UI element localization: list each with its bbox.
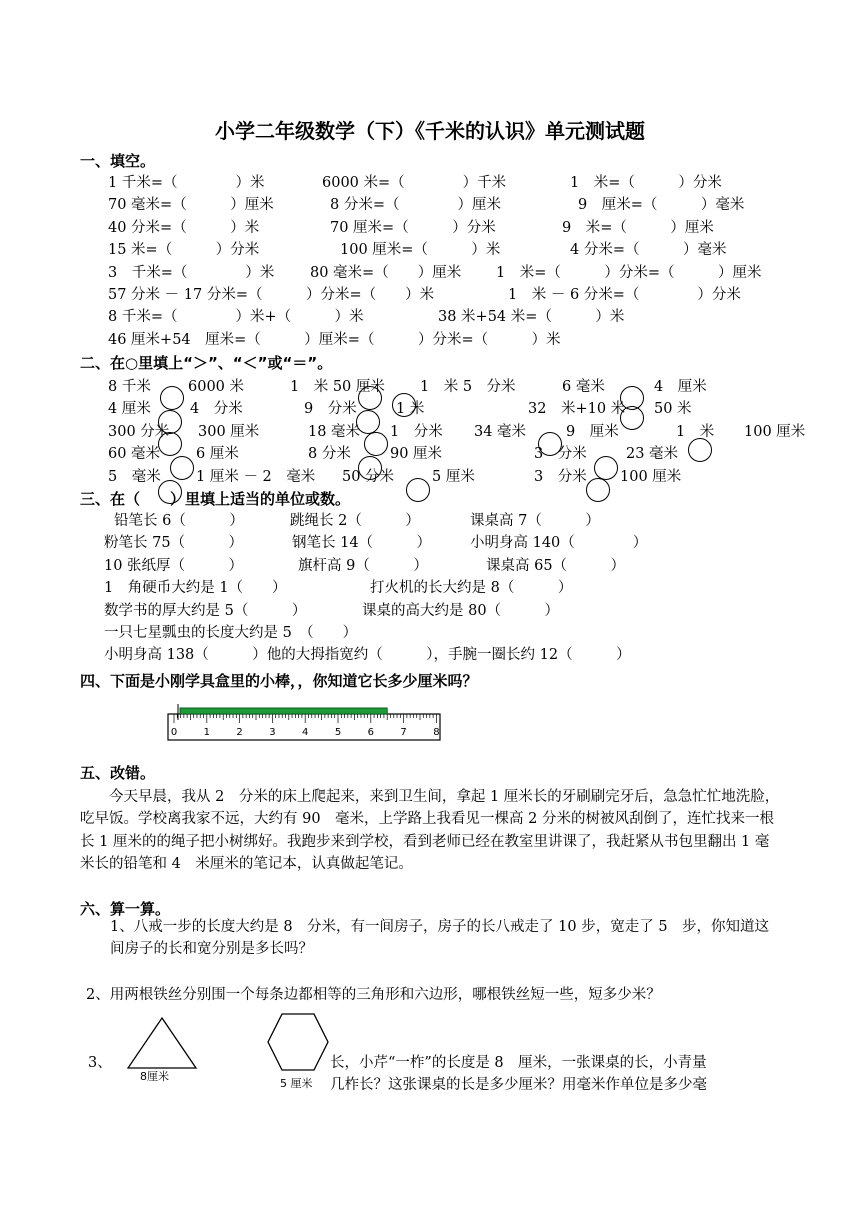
- compare-circle[interactable]: [538, 432, 562, 456]
- green-stick: [180, 708, 387, 714]
- section3-item: 一只七星瓢虫的长度大约是 5 （ ）: [104, 625, 358, 641]
- compare-circle[interactable]: [392, 393, 416, 417]
- section3-item: 数学书的厚大约是 5（ ）: [104, 602, 307, 619]
- triangle-label: 8厘米: [140, 1070, 169, 1083]
- section3-item: 小明身高 140（ ）: [470, 535, 648, 552]
- section2-item: 1 分米: [390, 423, 443, 440]
- section2-item: 1 米 5 分米: [420, 379, 516, 395]
- section2-item: 3 分米: [534, 468, 587, 485]
- compare-circle[interactable]: [594, 456, 618, 480]
- section1-item: 9 米=（ ）厘米: [562, 219, 714, 236]
- section1-item: 4 分米=（ ）毫米: [570, 242, 727, 259]
- ruler-label: 2: [236, 727, 243, 738]
- section3-heading: 三、在（ ）里填上适当的单位或数。: [80, 490, 351, 508]
- ruler-label: 5: [334, 727, 342, 738]
- section3-item: 10 张纸厚（ ）: [104, 557, 244, 574]
- section4-heading: 四、下面是小刚学具盒里的小棒，，你知道它长多少厘米吗？: [80, 672, 478, 690]
- hexagon-figure: [262, 1010, 334, 1090]
- section3-item: 课桌高 65（ ）: [486, 557, 626, 574]
- section1-item: 15 米=（ ）分米: [108, 242, 260, 259]
- triangle-figure: [124, 1014, 200, 1086]
- question-2: 2、用两根铁丝分别围一个每条边都相等的三角形和六边形，哪根铁丝短一些，短多少米？: [86, 987, 661, 1003]
- section2-item: 1 米: [396, 401, 425, 418]
- compare-circle[interactable]: [358, 456, 382, 480]
- compare-circle[interactable]: [158, 410, 182, 434]
- section3-item: 小明身高 138（ ）他的大拇指宽约（ ），手腕一圈长约 12（ ）: [104, 647, 631, 664]
- compare-circle[interactable]: [158, 480, 182, 504]
- ruler-label: 1: [203, 727, 210, 738]
- section3-item: 旗杆高 9（ ）: [298, 557, 428, 574]
- section1-item: 9 厘米=（ ）毫米: [578, 197, 745, 214]
- section2-item: 18 毫米: [308, 423, 361, 440]
- section2-item: 4 分米: [190, 401, 243, 418]
- compare-circle[interactable]: [688, 438, 712, 462]
- section1-item: 80 毫米=（ ）厘米: [310, 264, 462, 281]
- section2-item: 300 分米: [108, 423, 170, 440]
- triangle-shape: [128, 1018, 196, 1068]
- section2-item: 100 厘米: [744, 423, 806, 440]
- compare-circle[interactable]: [170, 456, 194, 480]
- section3-item: 粉笔长 75（ ）: [104, 535, 244, 552]
- ruler-label: 8: [433, 727, 440, 738]
- section1-item: 40 分米=（ ）米: [108, 219, 260, 236]
- section1-item: 6000 米=（ ）千米: [322, 175, 507, 191]
- section2-item: 9 厘米: [566, 423, 619, 440]
- section2-item: 1 米 50 厘米: [290, 379, 385, 395]
- compare-circle[interactable]: [356, 410, 380, 434]
- section2-item: 6000 米: [188, 379, 245, 395]
- section2-item: 6 毫米: [562, 379, 605, 395]
- compare-circle[interactable]: [620, 406, 644, 430]
- compare-circle[interactable]: [358, 386, 382, 410]
- section2-item: 300 厘米: [198, 423, 260, 440]
- ruler-label: 6: [367, 727, 374, 738]
- compare-circle[interactable]: [160, 386, 184, 410]
- section3-item: 打火机的长大约是 8（ ）: [370, 580, 573, 597]
- section2-item: 34 毫米: [474, 423, 527, 440]
- section2-item: 1 厘米 － 2 毫米: [196, 468, 316, 485]
- ruler-figure: [166, 700, 446, 744]
- page-title: 小学二年级数学（下）《千米的认识》单元测试题: [215, 119, 645, 143]
- section2-item: 23 毫米: [626, 446, 679, 463]
- section2-item: 4 厘米: [108, 401, 151, 418]
- section2-item: 4 厘米: [654, 379, 707, 395]
- section2-item: 3 分米: [534, 446, 587, 463]
- section2-item: 8 分米: [308, 446, 351, 463]
- section1-item: 3 千米=（ ）米: [108, 264, 275, 281]
- question-3-line1: 长，小芹“一柞”的长度是 8 厘米，一张课桌的长，小青量: [330, 1055, 707, 1071]
- section2-heading: 二、在○里填上“＞”、“＜”或“＝”。: [80, 354, 333, 372]
- hexagon-shape: [268, 1014, 328, 1070]
- section6-heading: 六、算一算。: [80, 900, 171, 918]
- ruler-label: 3: [269, 727, 276, 738]
- section1-item: 1 米=（ ）分米=（ ）厘米: [496, 264, 762, 281]
- section2-item: 90 厘米: [390, 446, 443, 463]
- section1-item: 1 米=（ ）分米: [570, 175, 722, 191]
- section3-item: 跳绳长 2（ ）: [290, 513, 420, 529]
- section2-item: 60 毫米: [108, 446, 161, 463]
- section3-item: 钢笔长 14（ ）: [292, 535, 432, 552]
- section5-paragraph: 今天早晨，我从 2 分米的床上爬起来，来到卫生间，拿起 1 厘米长的牙刷刷完牙后，急急忙忙地洗脸，吃早饭。学校离我家不远，大约有 90 毫米，上学路上我看见一棵高 2 分米的树被风刮倒了，连忙找来一根长 1 厘米的的绳子把小树绑好。我跑步来到学校，看到老师已经在教室里讲课了，我赶紧从书包里翻出 1 毫米长的铅笔和 4 米厘米的笔记本，认真做起笔记。: [80, 789, 780, 873]
- section5-heading: 五、改错。: [80, 764, 156, 782]
- section3-item: 铅笔长 6（ ）: [114, 513, 244, 529]
- section2-item: 5 毫米: [108, 468, 161, 485]
- compare-circle[interactable]: [406, 478, 430, 502]
- section1-item: 8 千米=（ ）米+（ ）米: [108, 309, 364, 326]
- section1-item: 38 米+54 米=（ ）米: [438, 309, 625, 326]
- section1-item: 100 厘米=（ ）米: [340, 242, 501, 259]
- ruler-label: 0: [170, 727, 178, 738]
- section2-item: 100 厘米: [620, 468, 682, 485]
- ruler-label: 4: [302, 727, 309, 738]
- section2-item: 5 厘米: [432, 468, 475, 485]
- section2-item: 6 厘米: [196, 446, 239, 463]
- section1-heading: 一、填空。: [80, 152, 156, 170]
- section1-item: 70 毫米=（ ）厘米: [108, 197, 274, 214]
- section1-item: 46 厘米+54 厘米=（ ）厘米=（ ）分米=（ ）米: [108, 331, 561, 348]
- section1-item: 1 千米=（ ）米: [108, 175, 265, 191]
- section2-item: 1 米: [676, 423, 715, 440]
- compare-circle[interactable]: [364, 432, 388, 456]
- question-1: 1、八戒一步的长度大约是 8 分米，有一间房子，房子的长八戒走了 10 步，宽走了 5 步，你知道这间房子的长和宽分别是多长吗？: [110, 919, 770, 958]
- section1-item: 1 米 － 6 分米=（ ）分米: [508, 287, 741, 303]
- section2-item: 32 米+10 米: [528, 401, 626, 418]
- section1-item: 8 分米=（ ）厘米: [330, 197, 501, 214]
- section2-item: 9 分米: [304, 401, 357, 418]
- section1-item: 70 厘米=（ ）分米: [330, 219, 496, 236]
- compare-circle[interactable]: [586, 478, 610, 502]
- section3-item: 课桌高 7（ ）: [470, 513, 600, 529]
- section2-item: 8 千米: [108, 379, 151, 395]
- ruler-label: 7: [400, 727, 407, 738]
- section2-item: 50 米: [654, 401, 692, 418]
- compare-circle[interactable]: [158, 432, 182, 456]
- section2-item: 50 分米: [342, 468, 395, 485]
- question-3-line2: 几柞长？这张课桌的长是多少厘米？用毫米作单位是多少毫: [330, 1077, 707, 1093]
- section3-item: 1 角硬币大约是 1（ ）: [104, 580, 287, 597]
- section3-item: 课桌的高大约是 80（ ）: [362, 602, 560, 619]
- question-3-number: 3、: [88, 1055, 112, 1071]
- section1-item: 57 分米 － 17 分米=（ ）分米=（ ）米: [108, 287, 435, 303]
- hexagon-label: 5 厘米: [280, 1077, 313, 1090]
